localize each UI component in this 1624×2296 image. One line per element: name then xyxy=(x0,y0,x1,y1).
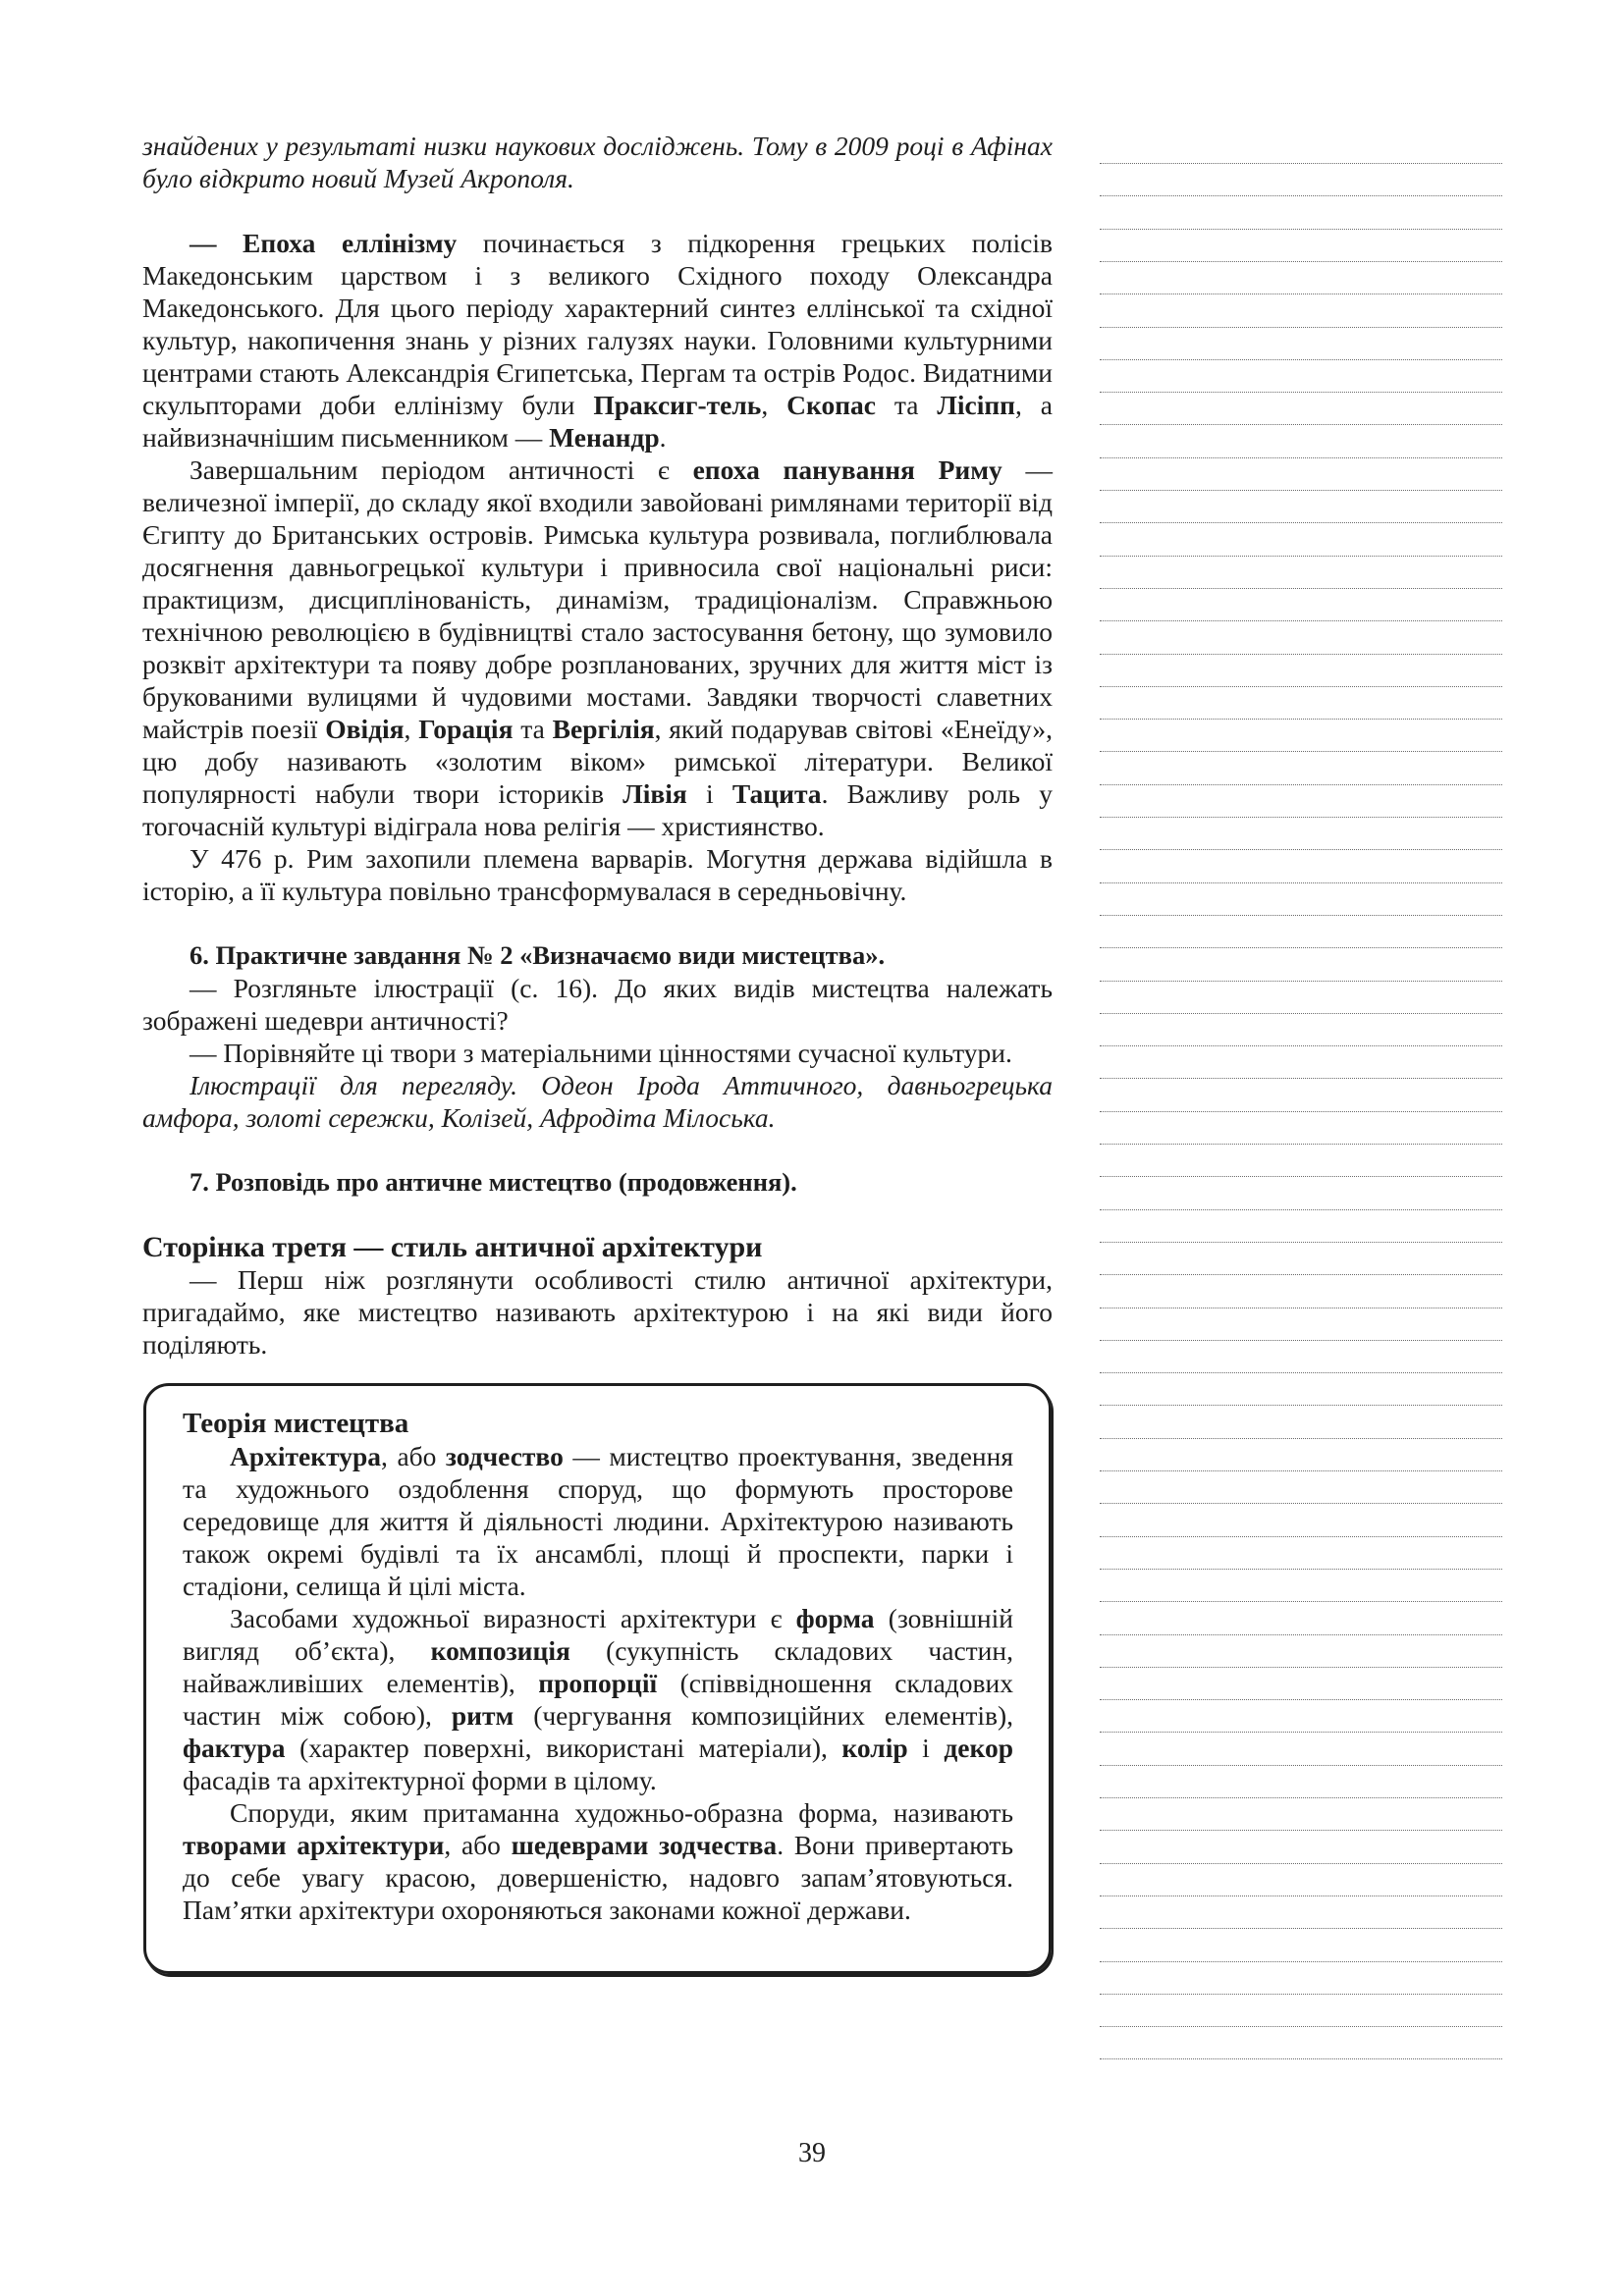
name-lysippus: Лісіпп xyxy=(937,390,1016,420)
task7-title: 7. Розповідь про античне мистецтво (продовження). xyxy=(189,1167,797,1197)
main-column xyxy=(142,130,1053,1974)
note-line xyxy=(1100,327,1502,328)
note-line xyxy=(1100,1830,1502,1831)
note-line xyxy=(1100,1863,1502,1864)
note-line xyxy=(1100,1242,1502,1243)
note-line xyxy=(1100,1667,1502,1668)
dash: — xyxy=(189,228,244,258)
theory-title: Теорія мистецтва xyxy=(183,1408,409,1439)
note-line xyxy=(1100,1961,1502,1962)
note-line xyxy=(1100,195,1502,196)
page-number: 39 xyxy=(798,2138,826,2168)
theory-paragraph-1: Архітектура, або зодчество — мистецтво проектування, зведення та художнього оздоблення споруд, що формують просторове середовище для життя й діяльності людини. Архітектурою називають також окремі будівлі та їх ансамблі, площі й проспекти, парки і стадіони, селища й цілі міста. xyxy=(183,1441,1013,1601)
note-line xyxy=(1100,2026,1502,2027)
note-line xyxy=(1100,1536,1502,1537)
note-line xyxy=(1100,1699,1502,1700)
theory-box xyxy=(143,1383,1052,1974)
note-line xyxy=(1100,1765,1502,1766)
term-zodchestvo: зодчество xyxy=(445,1441,564,1471)
theory-paragraph-2: Засобами художньої виразності архітектури є форма (зовнішній вигляд об’єкта), композиція (сукупність складових частин, найважливіших елементів), пропорції (співвідношення складових частин між собою), ритм (чергування композиційних елементів), фактура (характер поверхні, використані матеріали), колір і декор фасадів та архітектурної форми в цілому. xyxy=(183,1603,1014,1795)
note-line xyxy=(1100,1601,1502,1602)
note-line xyxy=(1100,229,1502,230)
note-line xyxy=(1100,1405,1502,1406)
name-horace: Горація xyxy=(418,714,514,744)
note-line xyxy=(1100,1013,1502,1014)
note-line xyxy=(1100,1209,1502,1210)
note-line xyxy=(1100,1078,1502,1079)
name-tacitus: Тацита xyxy=(731,778,822,809)
note-line xyxy=(1100,1797,1502,1798)
note-line xyxy=(1100,751,1502,752)
note-line xyxy=(1100,359,1502,360)
note-line xyxy=(1100,1111,1502,1112)
note-line xyxy=(1100,654,1502,655)
note-line xyxy=(1100,947,1502,948)
note-line xyxy=(1100,1634,1502,1635)
task6-question-1: — Розгляньте ілюстрації (с. 16). До яких видів мистецтва належать зображені шедеври античності? xyxy=(142,973,1053,1036)
theory-paragraph-3: Споруди, яким притаманна художньо-образна форма, називають творами архітектури, або шедеврами зодчества. Вони привертають до себе увагу красою, довершеністю, надовго запам’ятовуються. Пам’ятки архітектури охороняються законами кожної держави. xyxy=(183,1797,1013,1925)
term-hellenism: Епоха еллінізму xyxy=(243,228,458,258)
note-line xyxy=(1100,1994,1502,1995)
note-line xyxy=(1100,1176,1502,1177)
note-line xyxy=(1100,817,1502,818)
note-line xyxy=(1100,1569,1502,1570)
note-line xyxy=(1100,1340,1502,1341)
note-line xyxy=(1100,261,1502,262)
note-line xyxy=(1100,1503,1502,1504)
note-line xyxy=(1100,915,1502,916)
section-heading: Сторінка третя — стиль античної архітектури xyxy=(142,1231,763,1263)
note-line xyxy=(1100,163,1502,164)
note-line xyxy=(1100,556,1502,557)
note-line xyxy=(1100,1372,1502,1373)
note-line xyxy=(1100,1144,1502,1145)
note-line xyxy=(1100,490,1502,491)
section-intro: — Перш ніж розглянути особливості стилю античної архітектури, пригадаймо, яке мистецтво називають архітектурою і на які види його поділяють. xyxy=(142,1264,1053,1360)
name-virgil: Вергілія xyxy=(552,714,655,744)
name-ovid: Овідія xyxy=(325,714,405,744)
name-praxiteles: Праксиг-тель xyxy=(593,390,762,420)
note-line xyxy=(1100,1928,1502,1929)
note-line xyxy=(1100,981,1502,982)
name-livy: Лівія xyxy=(623,778,687,809)
note-line xyxy=(1100,1274,1502,1275)
note-line xyxy=(1100,1045,1502,1046)
note-lines xyxy=(1100,0,1512,2296)
note-line xyxy=(1100,784,1502,785)
task6-question-2: — Порівняйте ці твори з матеріальними цінностями сучасної культури. xyxy=(189,1038,1012,1068)
note-line xyxy=(1100,588,1502,589)
note-line xyxy=(1100,1438,1502,1439)
term-architecture: Архітектура xyxy=(230,1441,382,1471)
note-line xyxy=(1100,457,1502,458)
name-skopas: Скопас xyxy=(786,390,877,420)
rome-paragraph: Завершальним періодом античності є епоха панування Риму — величезної імперії, до складу якої входили завойовані римлянами території від Єгипту до Британських островів. Римська культура розвивала, поглиблювала досягнення давньогрецької культури і привносила свої національні риси: практицизм, дисциплінованість, динамізм, традиціоналізм. Справжньою технічною революцією в будівництві стало застосування бетону, що зумовило розквіт архітектури та появу добре розпланованих, зручних для життя міст із брукованими вулицями й чудовими мостами. Завдяки творчості славетних майстрів поезії Овідія, Горація та Вергілія, який подарував світові «Енеїду», цю добу називають «золотим віком» римської літератури. Великої популярності набули твори істориків Лівія і Тацита. Важливу роль у тогочасній культурі відіграла нова релігія — християнство. xyxy=(142,454,1054,841)
term-rome: епоха панування Риму xyxy=(692,454,1002,485)
name-menander: Менандр xyxy=(549,422,660,453)
note-line xyxy=(1100,392,1502,393)
note-line xyxy=(1100,2058,1502,2059)
note-line xyxy=(1100,620,1502,621)
note-line xyxy=(1100,719,1502,720)
note-line xyxy=(1100,1470,1502,1471)
note-line xyxy=(1100,522,1502,523)
note-line xyxy=(1100,1732,1502,1733)
note-line xyxy=(1100,882,1502,883)
intro-paragraph-tail: знайдених у результаті низки наукових досліджень. Тому в 2009 році в Афінах було відкрито новий Музей Акрополя. xyxy=(142,131,1053,193)
fall-paragraph: У 476 р. Рим захопили племена варварів. Могутня держава відійшла в історію, а її культура повільно трансформувалася в середньовічну. xyxy=(142,843,1053,906)
task6-note: Ілюстрації для перегляду. Одеон Ірода Аттичного, давньогрецька амфора, золоті сережки, Колізей, Афродіта Мілоська. xyxy=(142,1070,1053,1133)
note-line xyxy=(1100,686,1502,687)
note-line xyxy=(1100,849,1502,850)
note-line xyxy=(1100,424,1502,425)
task6-title: 6. Практичне завдання № 2 «Визначаємо види мистецтва». xyxy=(189,940,886,970)
hellenism-paragraph: — Епоха еллінізму починається з підкорення грецьких полісів Македонським царством і з великого Східного походу Олександра Македонського. Для цього періоду характерний синтез еллінської та східної культур, накопичення знань у різних галузях науки. Головними культурними центрами стають Александрія Єгипетська, Пергам та острів Родос. Видатними скульпторами доби еллінізму були Праксиг-тель, Скопас та Лісіпп, а найвизначнішим письменником — Менандр. xyxy=(142,228,1054,453)
